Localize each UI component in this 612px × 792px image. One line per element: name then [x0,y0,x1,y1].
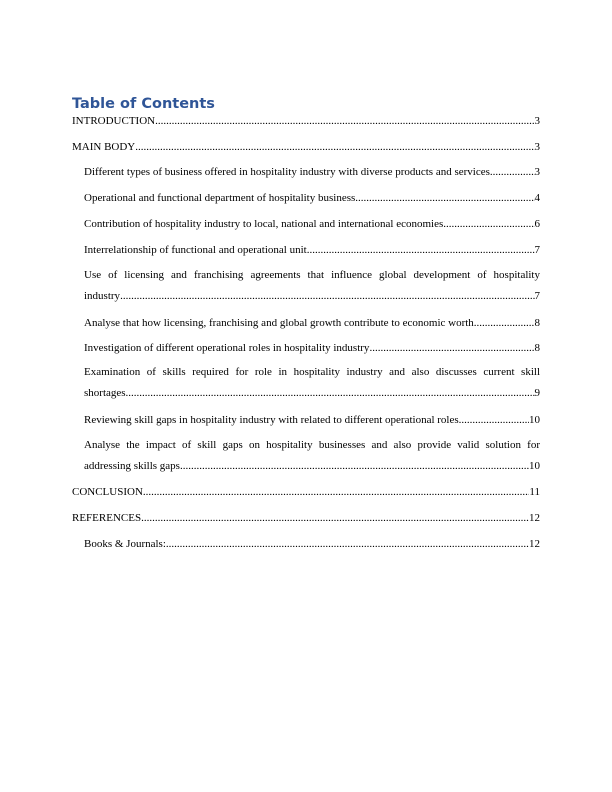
toc-entry-skills-examination[interactable] [84,366,540,400]
toc-entry-text: Interrelationship of functional and operational unit [84,244,307,256]
dot-leader [141,512,529,525]
dot-leader [474,317,535,330]
toc-page-number: 7 [534,244,540,256]
toc-entry-text: Books & Journals: [84,538,166,550]
toc-entry-interrelationship[interactable] [84,244,540,257]
toc-entry-operational-roles[interactable] [84,342,540,355]
dot-leader [135,141,534,154]
toc-entry-text: MAIN BODY [72,141,136,153]
toc-page-number: 11 [529,486,540,498]
toc-entry-economic-worth[interactable] [84,317,540,330]
toc-entry-references[interactable] [72,512,540,525]
toc-entry-text: Reviewing skill gaps in hospitality industry with related to different operational roles [84,414,459,426]
toc-page-number: 8 [534,317,540,329]
toc-entry-main-body[interactable] [72,141,540,154]
toc-entry-text: Different types of business offered in hospitality industry with diverse products and services [84,166,490,178]
toc-entry-books-journals[interactable] [84,538,540,551]
toc-entry-text: Analyse that how licensing, franchising and global growth contribute to economic worth [84,317,474,329]
dot-leader [143,486,530,499]
toc-entry-text: Investigation of different operational roles in hospitality industry [84,342,370,354]
toc-page-number: 12 [529,538,540,550]
toc-page-number: 6 [534,218,540,230]
toc-page-number: 7 [534,290,540,302]
toc-entry-operational-departments[interactable] [84,192,540,205]
dot-leader [126,387,535,400]
toc-entry-text: Contribution of hospitality industry to local, national and international economies [84,218,444,230]
toc-page-number: 3 [534,141,540,153]
toc-entry-text: CONCLUSION [72,486,143,498]
dot-leader [490,166,535,179]
toc-entry-text-line1: Examination of skills required for role in hospitality industry and also discusses current skill [84,366,540,378]
toc-entry-text: Operational and functional department of hospitality business [84,192,356,204]
dot-leader [166,538,529,551]
toc-entry-introduction[interactable] [72,115,540,128]
dot-leader [459,414,529,427]
toc-entry-licensing-franchising[interactable] [84,269,540,303]
toc-entry-skill-gaps-review[interactable] [84,414,540,427]
toc-entry-text: addressing skills gaps [84,460,180,472]
toc-page-number: 10 [529,414,540,426]
toc-page-number: 8 [534,342,540,354]
toc-page-number: 4 [534,192,540,204]
toc-page-number: 3 [534,166,540,178]
toc-entry-text-line1: Use of licensing and franchising agreements that influence global development of hospitality [84,269,540,281]
dot-leader [155,115,534,128]
toc-entry-conclusion[interactable] [72,486,540,499]
dot-leader [307,244,535,257]
toc-entry-text: INTRODUCTION [72,115,156,127]
toc-entry-skill-gaps-impact[interactable] [84,439,540,473]
dot-leader [120,290,534,303]
toc-page-number: 12 [529,512,540,524]
toc-entry-text: shortages [84,387,126,399]
toc-title: Table of Contents [72,96,215,112]
dot-leader [443,218,534,231]
dot-leader [369,342,534,355]
toc-entry-text: industry [84,290,121,302]
dot-leader [180,460,529,473]
toc-entry-business-types[interactable] [84,166,540,179]
toc-entry-contribution-economies[interactable] [84,218,540,231]
dot-leader [355,192,534,205]
toc-page-number: 3 [534,115,540,127]
toc-page-number: 9 [534,387,540,399]
toc-entry-text: REFERENCES [72,512,142,524]
toc-page-number: 10 [529,460,540,472]
toc-entry-text-line1: Analyse the impact of skill gaps on hospitality businesses and also provide valid solution for [84,439,540,451]
